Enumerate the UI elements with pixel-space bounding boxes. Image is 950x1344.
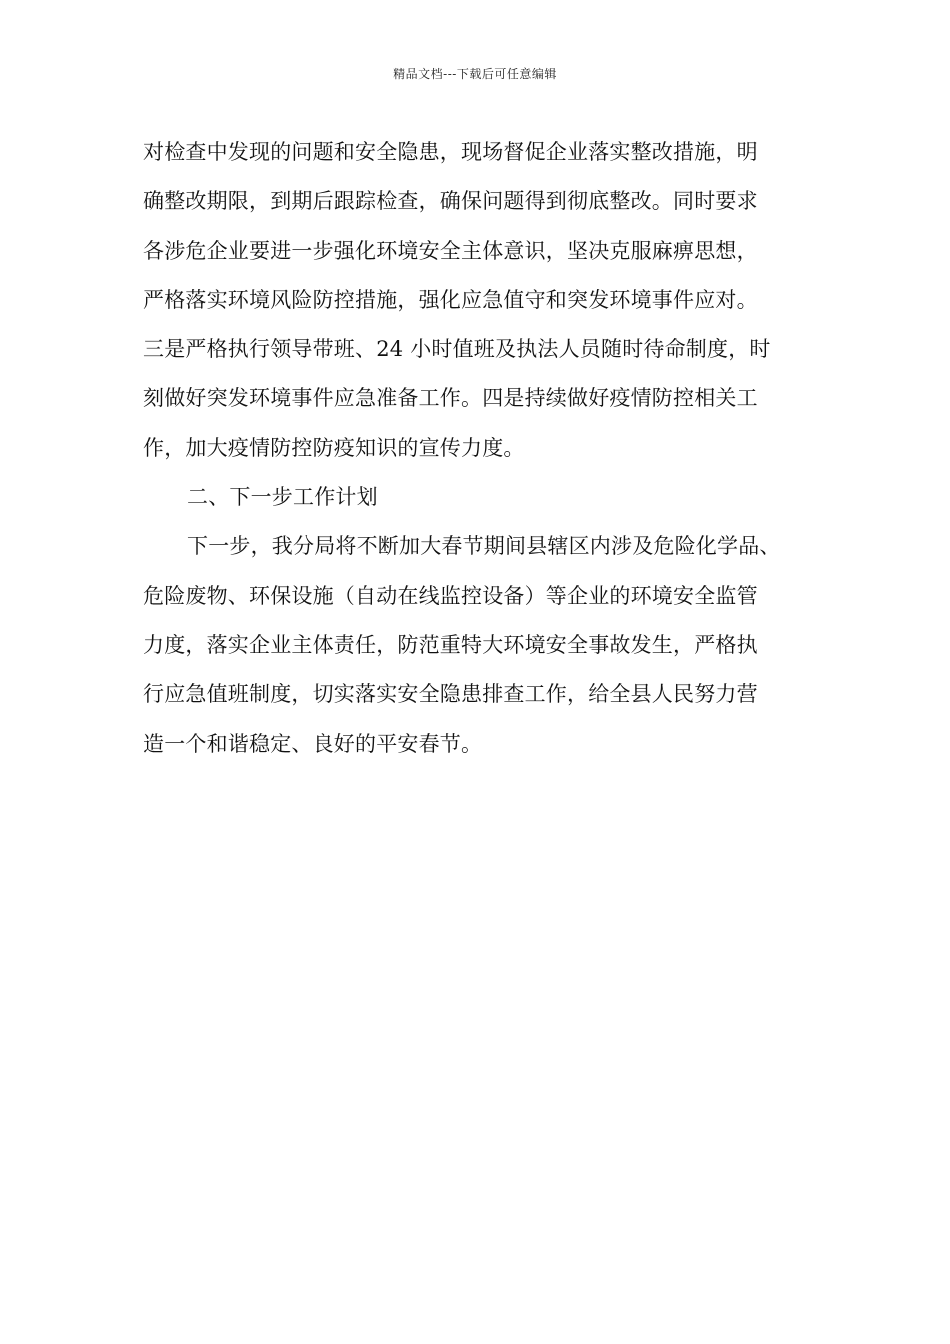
paragraph-line: 刻做好突发环境事件应急准备工作。四是持续做好疫情防控相关工 bbox=[143, 386, 758, 411]
paragraph-line: 确整改期限，到期后跟踪检查，确保问题得到彻底整改。同时要求 bbox=[143, 189, 758, 214]
paragraph-line: 严格落实环境风险防控措施，强化应急值守和突发环境事件应对。 bbox=[143, 287, 758, 312]
paragraph-line: 对检查中发现的问题和安全隐患，现场督促企业落实整改措施，明 bbox=[143, 140, 758, 164]
paragraph-line: 造一个和谐稳定、良好的平安春节。 bbox=[143, 731, 483, 756]
page-header: 精品文档---下载后可任意编辑 bbox=[393, 67, 557, 81]
paragraph-line: 行应急值班制度，切实落实安全隐患排查工作，给全县人民努力营 bbox=[143, 682, 758, 707]
paragraph-line: 下一步，我分局将不断加大春节期间县辖区内涉及危险化学品、 bbox=[187, 534, 781, 559]
paragraph-line: 三是严格执行领导带班、24 小时值班及执法人员随时待命制度，时 bbox=[143, 337, 771, 362]
document-body bbox=[143, 134, 843, 775]
section-heading: 二、下一步工作计划 bbox=[187, 485, 378, 510]
paragraph-line: 各涉危企业要进一步强化环境安全主体意识，坚决克服麻痹思想， bbox=[143, 238, 758, 263]
paragraph-line: 危险废物、环保设施（自动在线监控设备）等企业的环境安全监管 bbox=[143, 583, 758, 608]
paragraph-line: 作，加大疫情防控防疫知识的宣传力度。 bbox=[143, 435, 525, 460]
paragraph-line: 力度，落实企业主体责任，防范重特大环境安全事故发生，严格执 bbox=[143, 632, 758, 657]
